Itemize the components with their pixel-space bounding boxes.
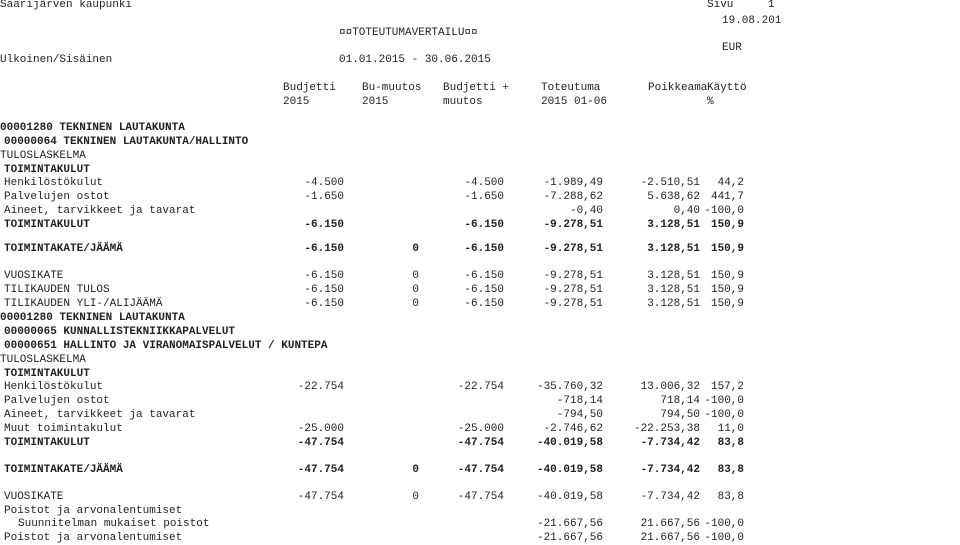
- report-date: 19.08.201: [722, 15, 782, 27]
- budget-value: -25.000: [297, 423, 344, 435]
- col-usage-label: Käyttö: [707, 82, 747, 94]
- row-label: TOIMINTAKULUT: [4, 164, 90, 176]
- col-total-sub: muutos: [443, 96, 483, 108]
- usage-percent: 83,8: [717, 464, 744, 476]
- row-label: TILIKAUDEN YLI-/ALIJÄÄMÄ: [4, 298, 163, 310]
- usage-percent: 11,0: [717, 423, 744, 435]
- actual-value: -9.278,51: [543, 270, 603, 282]
- budget-value: -6.150: [304, 270, 344, 282]
- budget-total-value: -4.500: [464, 177, 504, 189]
- col-actual-label: Toteutuma: [541, 82, 601, 94]
- page-number: 1: [768, 0, 775, 11]
- actual-value: -9.278,51: [543, 298, 603, 310]
- budget-change-value: 0: [412, 270, 419, 282]
- variance-value: 5.638,62: [647, 191, 700, 203]
- budget-change-value: 0: [412, 284, 419, 296]
- budget-value: -47.754: [297, 464, 344, 476]
- budget-total-value: -6.150: [464, 270, 504, 282]
- usage-percent: 44,2: [717, 177, 744, 189]
- budget-value: -47.754: [297, 437, 344, 449]
- actual-value: -9.278,51: [543, 243, 603, 255]
- usage-percent: 83,8: [717, 491, 744, 503]
- row-label: Poistot ja arvonalentumiset: [4, 532, 183, 544]
- variance-value: 3.128,51: [647, 298, 700, 310]
- usage-percent: 150,9: [710, 284, 744, 296]
- row-label: Suunnitelman mukaiset poistot: [18, 518, 210, 530]
- row-label: TOIMINTAKATE/JÄÄMÄ: [4, 243, 123, 255]
- variance-value: 3.128,51: [647, 270, 700, 282]
- variance-value: 718,14: [660, 395, 700, 407]
- actual-value: -794,50: [556, 409, 603, 421]
- usage-percent: -100,0: [704, 205, 744, 217]
- actual-value: -9.278,51: [543, 219, 603, 231]
- row-label: TOIMINTAKATE/JÄÄMÄ: [4, 464, 123, 476]
- variance-value: -7.734,42: [640, 464, 700, 476]
- actual-value: -9.278,51: [543, 284, 603, 296]
- period: 01.01.2015 - 30.06.2015: [339, 54, 491, 66]
- row-label: Palvelujen ostot: [4, 395, 110, 407]
- budget-value: -6.150: [304, 243, 344, 255]
- row-label: 00001280 TEKNINEN LAUTAKUNTA: [0, 122, 185, 134]
- row-label: 00000651 HALLINTO JA VIRANOMAISPALVELUT / KUNTEPA: [4, 340, 328, 352]
- actual-value: -7.288,62: [543, 191, 603, 203]
- budget-change-value: 0: [412, 298, 419, 310]
- budget-value: -6.150: [304, 284, 344, 296]
- budget-value: -47.754: [297, 491, 344, 503]
- col-change-year: 2015: [362, 96, 389, 108]
- row-label: 00001280 TEKNINEN LAUTAKUNTA: [0, 312, 185, 324]
- row-label: Henkilöstökulut: [4, 177, 104, 189]
- budget-total-value: -47.754: [457, 437, 504, 449]
- col-budget-label: Budjetti: [283, 82, 336, 94]
- budget-total-value: -6.150: [464, 243, 504, 255]
- org-name: Saarijärven kaupunki: [0, 0, 133, 11]
- row-label: TOIMINTAKULUT: [4, 219, 90, 231]
- usage-percent: -100,0: [704, 532, 744, 544]
- col-change-label: Bu-muutos: [362, 82, 422, 94]
- usage-percent: -100,0: [704, 409, 744, 421]
- report-title: ¤¤TOTEUTUMAVERTAILU¤¤: [339, 27, 478, 39]
- budget-value: -1.650: [304, 191, 344, 203]
- col-total-label: Budjetti +: [443, 82, 510, 94]
- usage-percent: 441,7: [710, 191, 744, 203]
- row-label: Palvelujen ostot: [4, 191, 110, 203]
- usage-percent: 150,9: [710, 243, 744, 255]
- row-label: Henkilöstökulut: [4, 381, 104, 393]
- variance-value: -7.734,42: [640, 491, 700, 503]
- budget-change-value: 0: [412, 243, 419, 255]
- page-label: Sivu: [707, 0, 734, 11]
- col-usage-unit: %: [707, 96, 714, 108]
- row-label: TULOSLASKELMA: [0, 354, 86, 366]
- actual-value: -40.019,58: [536, 437, 603, 449]
- budget-value: -4.500: [304, 177, 344, 189]
- row-label: VUOSIKATE: [4, 270, 64, 282]
- actual-value: -0,40: [569, 205, 603, 217]
- variance-value: 3.128,51: [647, 284, 700, 296]
- budget-total-value: -6.150: [464, 298, 504, 310]
- row-label: Aineet, tarvikkeet ja tavarat: [4, 205, 196, 217]
- col-actual-period: 2015 01-06: [541, 96, 608, 108]
- scope-label: Ulkoinen/Sisäinen: [0, 54, 113, 66]
- row-label: Muut toimintakulut: [4, 423, 123, 435]
- row-label: TULOSLASKELMA: [0, 150, 86, 162]
- actual-value: -718,14: [556, 395, 603, 407]
- row-label: TILIKAUDEN TULOS: [4, 284, 110, 296]
- row-label: Aineet, tarvikkeet ja tavarat: [4, 409, 196, 421]
- budget-change-value: 0: [412, 464, 419, 476]
- usage-percent: 157,2: [710, 381, 744, 393]
- variance-value: -22.253,38: [633, 423, 700, 435]
- usage-percent: 83,8: [717, 437, 744, 449]
- actual-value: -2.746,62: [543, 423, 603, 435]
- variance-value: 3.128,51: [647, 219, 700, 231]
- row-label: 00000064 TEKNINEN LAUTAKUNTA/HALLINTO: [4, 136, 249, 148]
- usage-percent: 150,9: [710, 270, 744, 282]
- usage-percent: 150,9: [710, 298, 744, 310]
- budget-total-value: -47.754: [457, 491, 504, 503]
- budget-total-value: -6.150: [464, 284, 504, 296]
- col-budget-year: 2015: [283, 96, 310, 108]
- currency: EUR: [722, 42, 742, 54]
- variance-value: -7.734,42: [640, 437, 700, 449]
- budget-change-value: 0: [412, 491, 419, 503]
- usage-percent: -100,0: [704, 518, 744, 530]
- variance-value: -2.510,51: [640, 177, 700, 189]
- row-label: TOIMINTAKULUT: [4, 368, 90, 380]
- variance-value: 21.667,56: [640, 532, 700, 544]
- budget-value: -6.150: [304, 298, 344, 310]
- budget-value: -22.754: [297, 381, 344, 393]
- actual-value: -35.760,32: [536, 381, 603, 393]
- col-variance-label: Poikkeama: [648, 82, 708, 94]
- row-label: TOIMINTAKULUT: [4, 437, 90, 449]
- variance-value: 0,40: [673, 205, 700, 217]
- budget-total-value: -25.000: [457, 423, 504, 435]
- budget-total-value: -22.754: [457, 381, 504, 393]
- usage-percent: -100,0: [704, 395, 744, 407]
- budget-value: -6.150: [304, 219, 344, 231]
- row-label: 00000065 KUNNALLISTEKNIIKKAPALVELUT: [4, 326, 236, 338]
- actual-value: -21.667,56: [536, 532, 603, 544]
- row-label: Poistot ja arvonalentumiset: [4, 505, 183, 517]
- actual-value: -21.667,56: [536, 518, 603, 530]
- actual-value: -1.989,49: [543, 177, 603, 189]
- variance-value: 13.006,32: [640, 381, 700, 393]
- budget-total-value: -1.650: [464, 191, 504, 203]
- variance-value: 21.667,56: [640, 518, 700, 530]
- budget-total-value: -47.754: [457, 464, 504, 476]
- actual-value: -40.019,58: [536, 464, 603, 476]
- variance-value: 794,50: [660, 409, 700, 421]
- budget-total-value: -6.150: [464, 219, 504, 231]
- usage-percent: 150,9: [710, 219, 744, 231]
- actual-value: -40.019,58: [536, 491, 603, 503]
- variance-value: 3.128,51: [647, 243, 700, 255]
- row-label: VUOSIKATE: [4, 491, 64, 503]
